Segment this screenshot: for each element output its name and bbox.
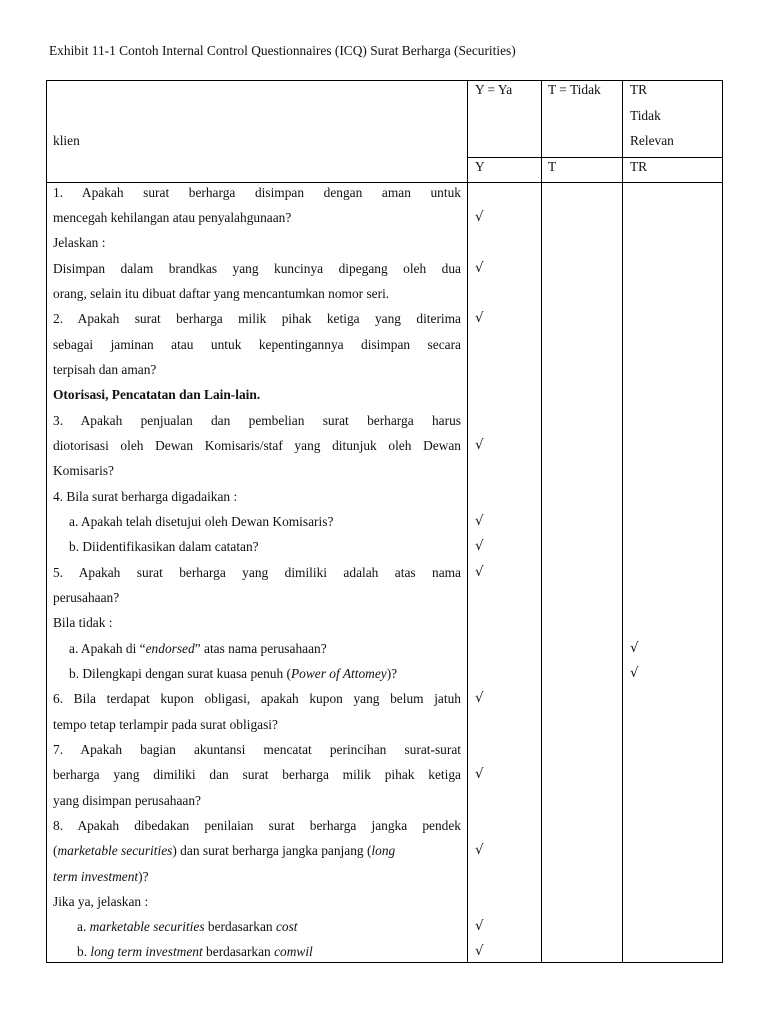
check-mark: √ — [475, 919, 484, 934]
section-heading: Otorisasi, Pencatatan dan Lain-lain. — [53, 387, 261, 402]
col-t-header: T = Tidak — [548, 82, 601, 97]
if-not-label: Bila tidak : — [53, 615, 113, 630]
question-4b: b. Diidentifikasikan dalam catatan? — [69, 539, 259, 554]
check-mark: √ — [475, 944, 484, 959]
question-8-line-3: term investment)? — [53, 869, 149, 884]
check-mark: √ — [630, 666, 639, 681]
answer-8b: b. long term investment berdasarkan comwil — [77, 944, 313, 959]
check-mark: √ — [475, 691, 484, 706]
col-y-code: Y — [475, 159, 485, 174]
question-6-line-1: 6. Bila terdapat kupon obligasi, apakah kupon yang belum jatuh — [53, 691, 461, 706]
question-5b: b. Dilengkapi dengan surat kuasa penuh (Power of Attomey)? — [69, 666, 398, 681]
check-mark: √ — [475, 514, 484, 529]
question-4a: a. Apakah telah disetujui oleh Dewan Komisaris? — [69, 514, 334, 529]
answer-8a: a. marketable securities berdasarkan cost — [77, 919, 298, 934]
check-mark: √ — [475, 843, 484, 858]
icq-table — [46, 80, 723, 963]
col-y-header: Y = Ya — [475, 82, 513, 97]
col-tr-header: TR — [630, 82, 648, 97]
header-divider — [47, 182, 722, 183]
question-2-line-2: sebagai jaminan atau untuk kepentingannya disimpan secara — [53, 337, 461, 352]
question-3-line-3: Komisaris? — [53, 463, 114, 478]
if-yes-label: Jika ya, jelaskan : — [53, 894, 149, 909]
col-t-code: T — [548, 159, 557, 174]
answer-1-line-2: orang, selain itu dibuat daftar yang mencantumkan nomor seri. — [53, 286, 390, 301]
question-2-line-1: 2. Apakah surat berharga milik pihak ketiga yang diterima — [53, 311, 461, 326]
question-8-line-1: 8. Apakah dibedakan penilaian surat berharga jangka pendek — [53, 818, 461, 833]
check-mark: √ — [630, 641, 639, 656]
col-tr-header-relevan: Relevan — [630, 133, 674, 148]
answer-1-line-1: Disimpan dalam brandkas yang kuncinya dipegang oleh dua — [53, 261, 461, 276]
question-5-line-2: perusahaan? — [53, 590, 120, 605]
check-mark: √ — [475, 438, 484, 453]
check-mark: √ — [475, 539, 484, 554]
check-mark: √ — [475, 767, 484, 782]
question-5a: a. Apakah di “endorsed” atas nama perusahaan? — [69, 641, 327, 656]
exhibit-title: Exhibit 11-1 Contoh Internal Control Questionnaires (ICQ) Surat Berharga (Securities) — [49, 43, 516, 58]
explain-label: Jelaskan : — [53, 235, 106, 250]
question-7-line-2: berharga yang dimiliki dan surat berharga milik pihak ketiga — [53, 767, 461, 782]
header-subrow-divider — [467, 157, 722, 158]
question-4: 4. Bila surat berharga digadaikan : — [53, 489, 238, 504]
col-tr-code: TR — [630, 159, 648, 174]
column-divider — [622, 81, 623, 962]
question-8-line-2: (marketable securities) dan surat berharga jangka panjang (long — [53, 843, 396, 858]
question-2-line-3: terpisah dan aman? — [53, 362, 157, 377]
check-mark: √ — [475, 565, 484, 580]
column-divider — [541, 81, 542, 962]
question-1-line-1: 1. Apakah surat berharga disimpan dengan aman untuk — [53, 185, 461, 200]
question-6-line-2: tempo tetap terlampir pada surat obligasi? — [53, 717, 278, 732]
check-mark: √ — [475, 210, 484, 225]
question-1-line-2: mencegah kehilangan atau penyalahgunaan? — [53, 210, 292, 225]
question-3-line-1: 3. Apakah penjualan dan pembelian surat berharga harus — [53, 413, 461, 428]
question-7-line-1: 7. Apakah bagian akuntansi mencatat perincihan surat-surat — [53, 742, 461, 757]
question-3-line-2: diotorisasi oleh Dewan Komisaris/staf yang ditunjuk oleh Dewan — [53, 438, 461, 453]
question-7-line-3: yang disimpan perusahaan? — [53, 793, 201, 808]
question-5-line-1: 5. Apakah surat berharga yang dimiliki adalah atas nama — [53, 565, 461, 580]
check-mark: √ — [475, 261, 484, 276]
client-label: klien — [53, 133, 80, 148]
check-mark: √ — [475, 311, 484, 326]
col-tr-header-tidak: Tidak — [630, 108, 661, 123]
